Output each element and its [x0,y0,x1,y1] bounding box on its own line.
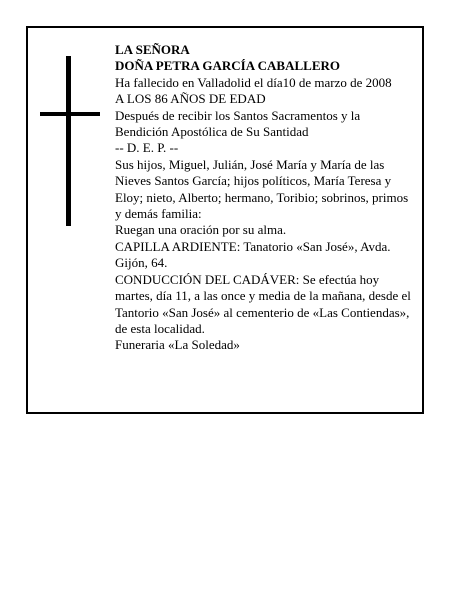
cross-vertical-bar [66,56,71,226]
deceased-name: DOÑA PETRA GARCÍA CABALLERO [115,58,341,74]
family-paragraph: Sus hijos, Miguel, Julián, José María y María de las Nieves Santos García; hijos políticos, María Teresa y Eloy; nieto, Alberto; hermano, Toribio; sobrinos, primos y demás familia: [115,156,409,222]
cross-icon [40,56,100,226]
chapel-info: CAPILLA ARDIENTE: Tanatorio «San José», Avda. Gijón, 64. [115,238,391,271]
cross-horizontal-bar [40,112,100,116]
obituary-notice [26,26,424,414]
sacraments-statement: Después de recibir los Santos Sacramentos y la Bendición Apostólica de Su Santidad [115,107,361,140]
rip-line: -- D. E. P. -- [115,140,179,156]
funeral-home: Funeraria «La Soledad» [115,337,240,353]
death-statement: Ha fallecido en Valladolid el día10 de marzo de 2008 [115,74,392,90]
procession-info: CONDUCCIÓN DEL CADÁVER: Se efectúa hoy martes, día 11, a las once y media de la mañana, desde el Tantorio «San José» al cementerio de «Las Contiendas», de esta localidad. [115,271,411,336]
age-statement: A LOS 86 AÑOS DE EDAD [115,91,266,107]
notice-body [115,42,415,354]
prayer-request: Ruegan una oración por su alma. [115,222,287,238]
notice-heading-title: LA SEÑORA [115,42,190,57]
